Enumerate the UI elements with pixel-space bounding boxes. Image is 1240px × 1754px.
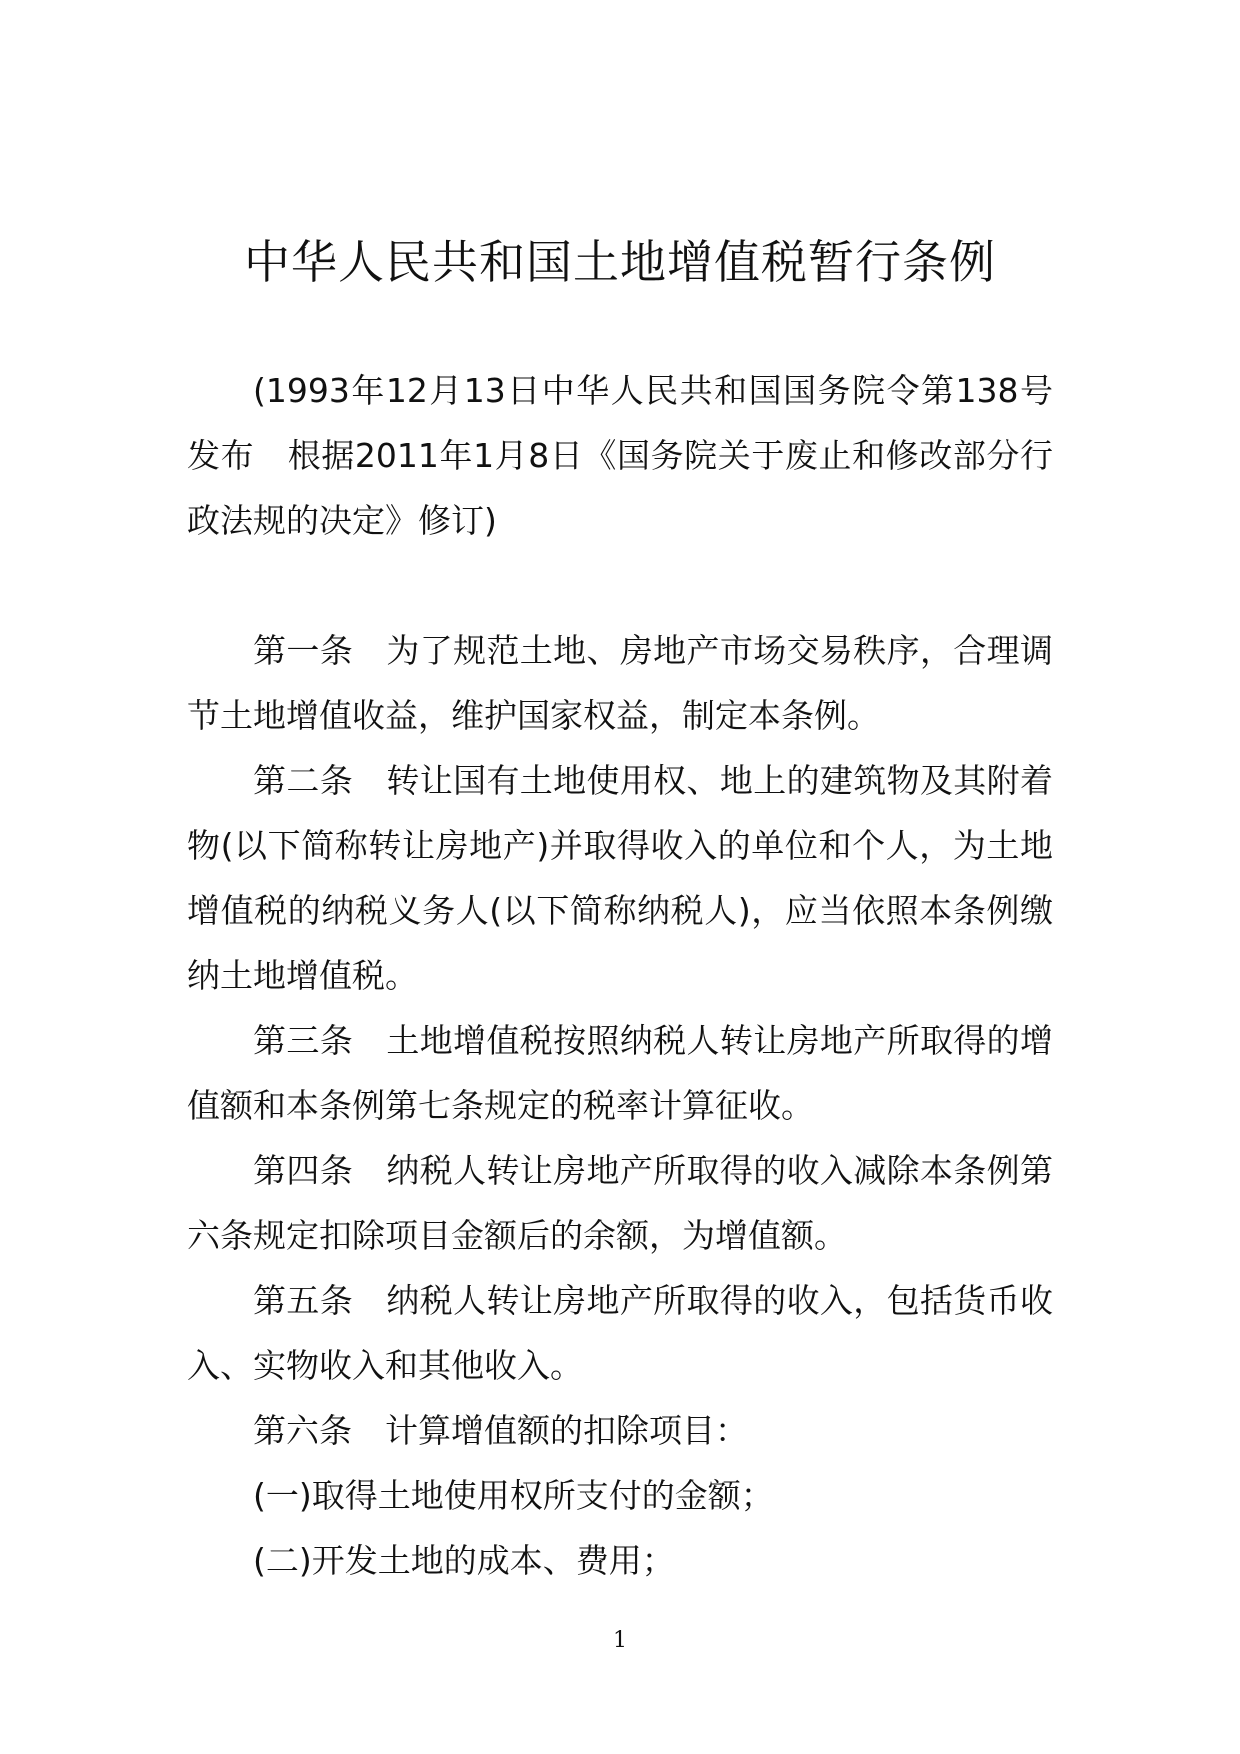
list-item: (一)取得土地使用权所支付的金额； (253, 1476, 774, 1515)
article-label: 第一条 (253, 631, 354, 670)
document-body (187, 358, 1053, 1593)
document-title: 中华人民共和国土地增值税暂行条例 (244, 235, 996, 289)
article-1 (187, 618, 1053, 748)
list-item: (二)开发土地的成本、费用； (253, 1541, 675, 1580)
article-2 (187, 748, 1053, 1008)
promulgation-note: (1993年12月13日中华人民共和国国务院令第138号发布 根据2011年1月8日《国务院关于废止和修改部分行政法规的决定》修订) (187, 371, 1053, 540)
article-3 (187, 1008, 1053, 1138)
page-number: 1 (613, 1628, 627, 1653)
article-text: 转让国有土地使用权、地上的建筑物及其附着物(以下简称转让房地产)并取得收入的单位和个人，为土地增值税的纳税义务人(以下简称纳税人)，应当依照本条例缴纳土地增值税。 (187, 761, 1054, 995)
article-text: 土地增值税按照纳税人转让房地产所取得的增值额和本条例第七条规定的税率计算征收。 (187, 1021, 1054, 1125)
article-text: 为了规范土地、房地产市场交易秩序，合理调节土地增值收益，维护国家权益，制定本条例。 (187, 631, 1054, 735)
article-6 (187, 1398, 1053, 1463)
article-4 (187, 1138, 1053, 1268)
article-label: 第三条 (253, 1021, 354, 1060)
article-text: 纳税人转让房地产所取得的收入减除本条例第六条规定扣除项目金额后的余额，为增值额。 (187, 1151, 1054, 1255)
article-label: 第六条 (253, 1411, 352, 1450)
article-text: 计算增值额的扣除项目： (385, 1411, 748, 1450)
article-label: 第二条 (253, 761, 354, 800)
article-label: 第四条 (253, 1151, 354, 1190)
article-5 (187, 1268, 1053, 1398)
article-label: 第五条 (253, 1281, 354, 1320)
article-text: 纳税人转让房地产所取得的收入，包括货币收入、实物收入和其他收入。 (187, 1281, 1054, 1385)
